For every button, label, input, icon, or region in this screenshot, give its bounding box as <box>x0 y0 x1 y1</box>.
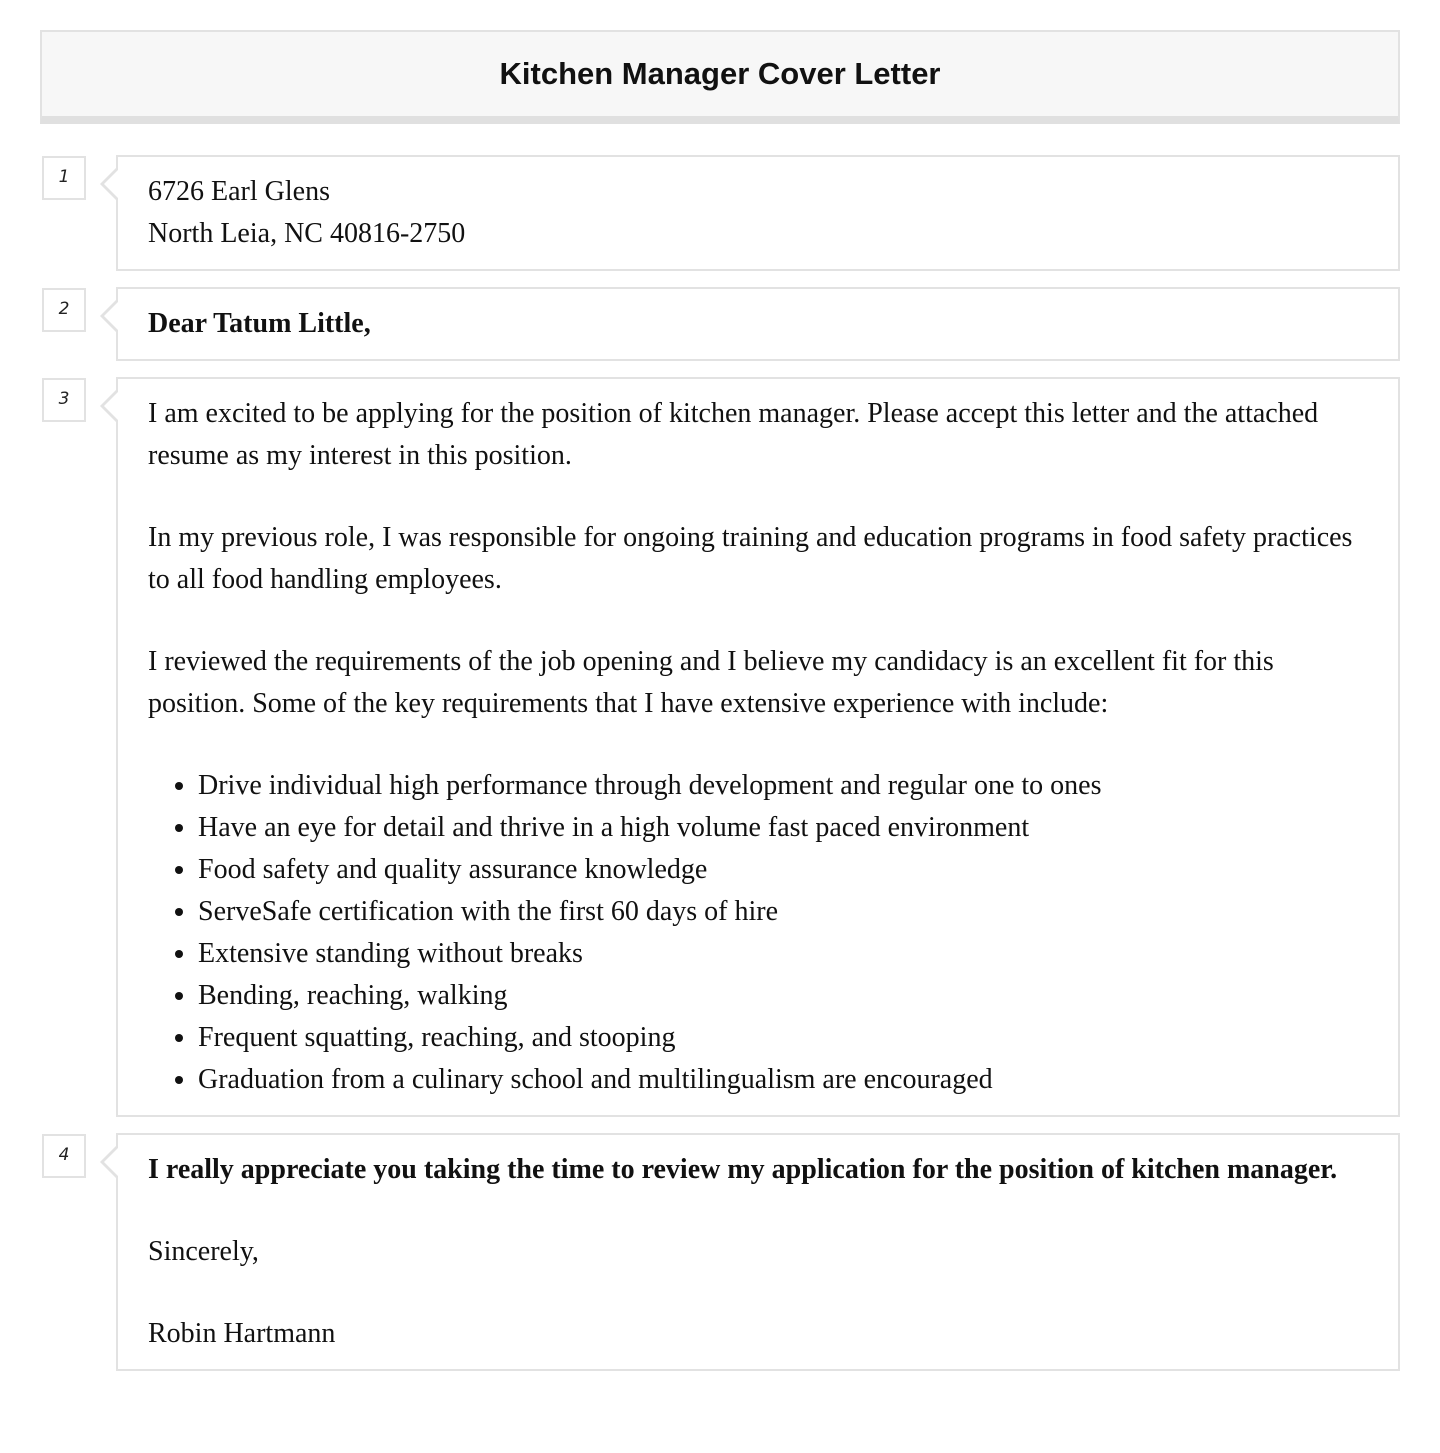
section-number: 1 <box>42 156 86 200</box>
requirements-list <box>148 765 1368 1101</box>
section-number: 3 <box>42 378 86 422</box>
section-number: 2 <box>42 288 86 332</box>
list-item: • Drive individual high performance through development and regular one to ones <box>198 765 1368 807</box>
list-item: • Bending, reaching, walking <box>198 975 1368 1017</box>
body-paragraph-requirements: I reviewed the requirements of the job opening and I believe my candidacy is an excellent fit for this position. Some of the key requirements that I have extensive experience with include: <box>148 646 1274 719</box>
list-item: • ServeSafe certification with the first 60 days of hire <box>198 891 1368 933</box>
list-item: • Extensive standing without breaks <box>198 933 1368 975</box>
list-item: • Graduation from a culinary school and multilingualism are encouraged <box>198 1059 1368 1101</box>
address-line-2: North Leia, NC 40816-2750 <box>148 218 466 249</box>
body-paragraph-experience: In my previous role, I was responsible for ongoing training and education programs in food safety practices to all food handling employees. <box>148 522 1353 595</box>
greeting: Dear Tatum Little, <box>148 308 371 339</box>
section-number: 4 <box>42 1134 86 1178</box>
page-title: Kitchen Manager Cover Letter <box>499 56 941 91</box>
closing-card <box>116 1133 1400 1371</box>
title-banner <box>40 30 1400 124</box>
address-card <box>116 155 1400 271</box>
body-card <box>116 377 1400 1117</box>
body-paragraph-intro: I am excited to be applying for the position of kitchen manager. Please accept this letter and the attached resume as my interest in this position. <box>148 398 1319 471</box>
greeting-card <box>116 287 1400 361</box>
list-item: • Have an eye for detail and thrive in a high volume fast paced environment <box>198 807 1368 849</box>
signoff: Sincerely, <box>148 1236 259 1267</box>
address-line-1: 6726 Earl Glens <box>148 176 330 207</box>
closing-statement: I really appreciate you taking the time to review my application for the position of kitchen manager. <box>148 1154 1338 1185</box>
list-item: • Food safety and quality assurance knowledge <box>198 849 1368 891</box>
list-item: • Frequent squatting, reaching, and stooping <box>198 1017 1368 1059</box>
signature-name: Robin Hartmann <box>148 1318 336 1349</box>
